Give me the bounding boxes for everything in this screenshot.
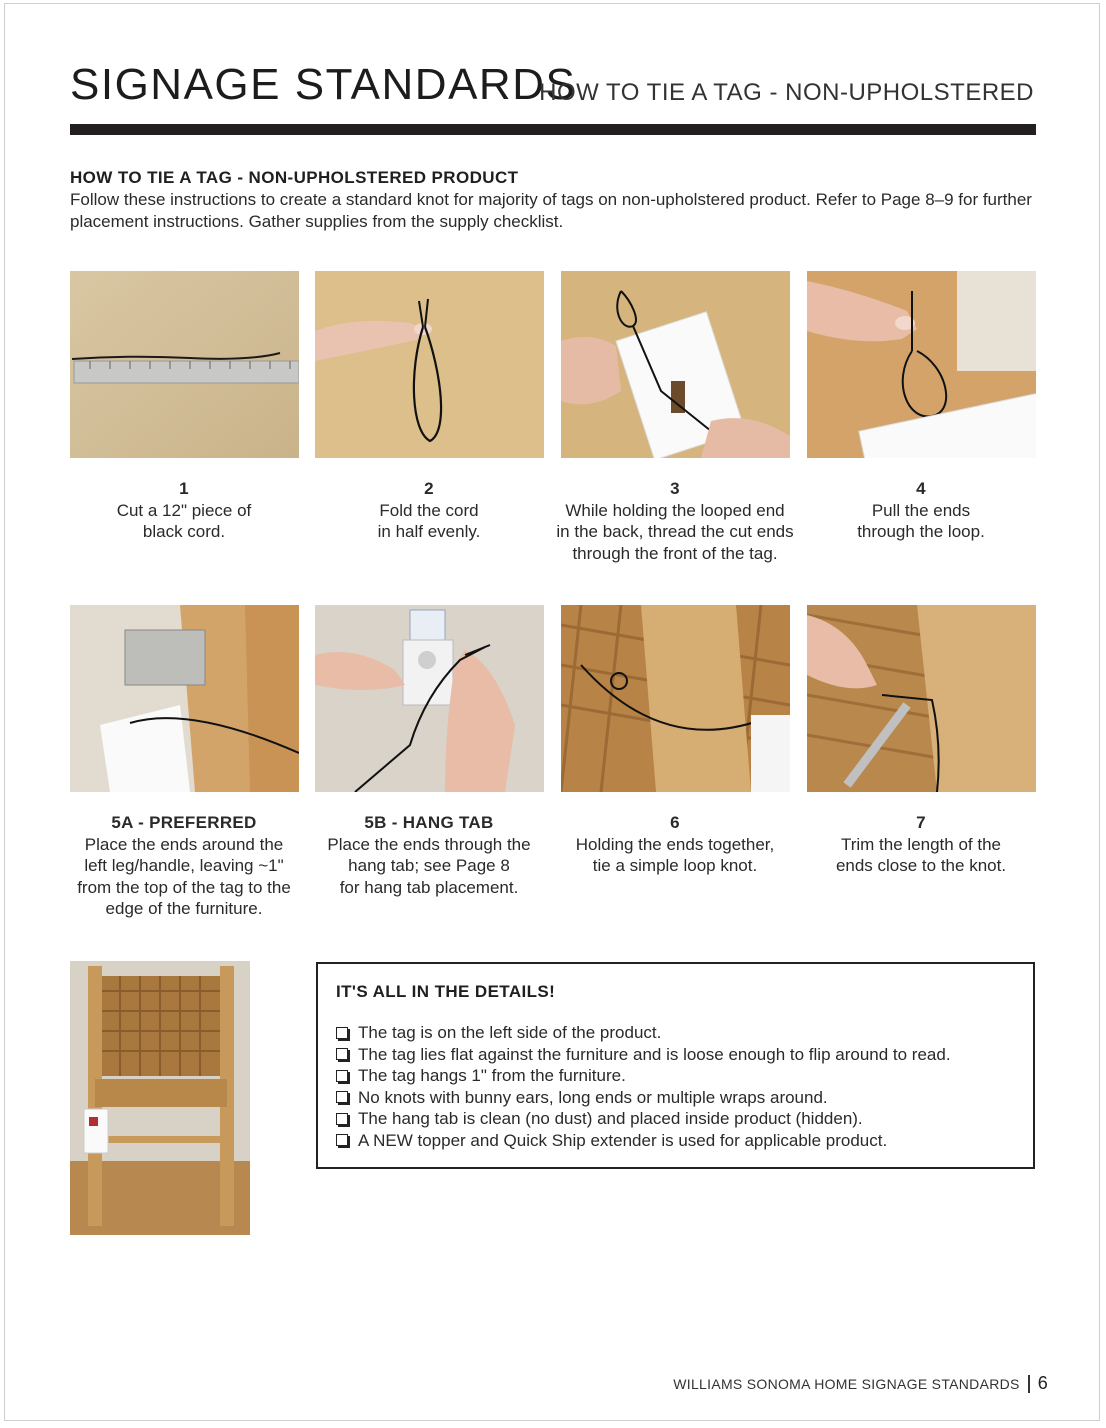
step-3-caption bbox=[552, 478, 798, 564]
step-5a-caption bbox=[61, 812, 307, 920]
step-text-line: edge of the furniture. bbox=[105, 899, 263, 918]
header-rule bbox=[70, 124, 1036, 135]
page-title: SIGNAGE STANDARDS bbox=[70, 60, 577, 109]
step-text-line: Fold the cord bbox=[379, 500, 479, 520]
step-text-line: from the top of the tag to the bbox=[77, 877, 291, 897]
step-text-line: ends close to the knot. bbox=[835, 856, 1007, 875]
step-5a-photo bbox=[70, 605, 299, 792]
step-text-line: in the back, thread the cut ends bbox=[556, 522, 794, 541]
checklist-item bbox=[336, 1087, 951, 1109]
step-2-caption bbox=[306, 478, 552, 543]
section-intro-text: Follow these instructions to create a standard knot for majority of tags on non-upholstered product. Refer to Page 8–9 for further placement instructions. Gather supplies from the supply checklist. bbox=[70, 190, 1032, 231]
step-text-line: Holding the ends together, bbox=[575, 834, 775, 854]
step-text-line: for hang tab placement. bbox=[339, 877, 519, 897]
step-number: 5A - PREFERRED bbox=[111, 813, 257, 832]
checkbox-icon bbox=[336, 1027, 348, 1039]
step-3-photo bbox=[561, 271, 790, 458]
step-text-line: Cut a 12" piece of bbox=[116, 500, 252, 520]
step-number: 6 bbox=[670, 813, 680, 832]
step-number: 7 bbox=[916, 813, 926, 832]
step-text-line: Pull the ends bbox=[871, 500, 971, 520]
step-1-photo bbox=[70, 271, 299, 458]
step-text-line: Place the ends through the bbox=[327, 834, 531, 854]
checklist-item bbox=[336, 1130, 951, 1152]
step-number: 3 bbox=[670, 479, 680, 498]
checklist-item-text: No knots with bunny ears, long ends or multiple wraps around. bbox=[358, 1087, 828, 1107]
checklist-item bbox=[336, 1044, 951, 1066]
checklist-item bbox=[336, 1065, 951, 1087]
details-checklist-box bbox=[316, 962, 1035, 1169]
footer-divider bbox=[1028, 1375, 1030, 1393]
step-text-line: tie a simple loop knot. bbox=[592, 856, 758, 875]
checklist-item-text: The tag lies flat against the furniture and is loose enough to flip around to read. bbox=[358, 1044, 951, 1064]
step-4-photo bbox=[807, 271, 1036, 458]
step-number: 1 bbox=[179, 479, 189, 498]
step-5b-photo bbox=[315, 605, 544, 792]
step-5b-caption bbox=[306, 812, 552, 898]
step-text-line: black cord. bbox=[142, 522, 226, 541]
checkbox-icon bbox=[336, 1113, 348, 1125]
details-heading: IT'S ALL IN THE DETAILS! bbox=[336, 982, 556, 1001]
step-2-photo bbox=[315, 271, 544, 458]
step-7-photo bbox=[807, 605, 1036, 792]
step-6-photo bbox=[561, 605, 790, 792]
page-number: 6 bbox=[1037, 1373, 1048, 1393]
step-text-line: Trim the length of the bbox=[840, 834, 1001, 854]
step-number: 4 bbox=[916, 479, 926, 498]
step-6-caption bbox=[552, 812, 798, 877]
chair-example-photo bbox=[70, 961, 250, 1235]
checkbox-icon bbox=[336, 1091, 348, 1103]
step-number: 2 bbox=[424, 479, 434, 498]
footer-document-title: WILLIAMS SONOMA HOME SIGNAGE STANDARDS bbox=[673, 1375, 1020, 1392]
checklist-item-text: A NEW topper and Quick Ship extender is used for applicable product. bbox=[358, 1130, 888, 1150]
checklist-item-text: The tag is on the left side of the product. bbox=[358, 1023, 662, 1042]
step-text-line: left leg/handle, leaving ~1" bbox=[84, 856, 284, 875]
step-text-line: Place the ends around the bbox=[84, 834, 284, 854]
step-number: 5B - HANG TAB bbox=[364, 813, 494, 832]
checklist-item bbox=[336, 1022, 951, 1044]
checkbox-icon bbox=[336, 1070, 348, 1082]
step-text-line: hang tab; see Page 8 bbox=[348, 856, 510, 875]
details-checklist bbox=[336, 1022, 951, 1151]
step-text-line: in half evenly. bbox=[377, 522, 481, 541]
page-footer bbox=[673, 1373, 1048, 1394]
step-4-caption bbox=[798, 478, 1044, 543]
step-1-caption bbox=[61, 478, 307, 543]
checklist-item bbox=[336, 1108, 951, 1130]
step-text-line: through the front of the tag. bbox=[572, 543, 778, 563]
checkbox-icon bbox=[336, 1048, 348, 1060]
checklist-item-text: The tag hangs 1" from the furniture. bbox=[358, 1066, 626, 1085]
step-7-caption bbox=[798, 812, 1044, 877]
step-text-line: through the loop. bbox=[857, 522, 985, 541]
page-subtitle: HOW TO TIE A TAG - NON-UPHOLSTERED bbox=[539, 79, 1034, 106]
checklist-item-text: The hang tab is clean (no dust) and placed inside product (hidden). bbox=[358, 1109, 863, 1128]
section-heading: HOW TO TIE A TAG - NON-UPHOLSTERED PRODUCT bbox=[70, 168, 519, 187]
checkbox-icon bbox=[336, 1134, 348, 1146]
step-text-line: While holding the looped end bbox=[565, 500, 785, 520]
